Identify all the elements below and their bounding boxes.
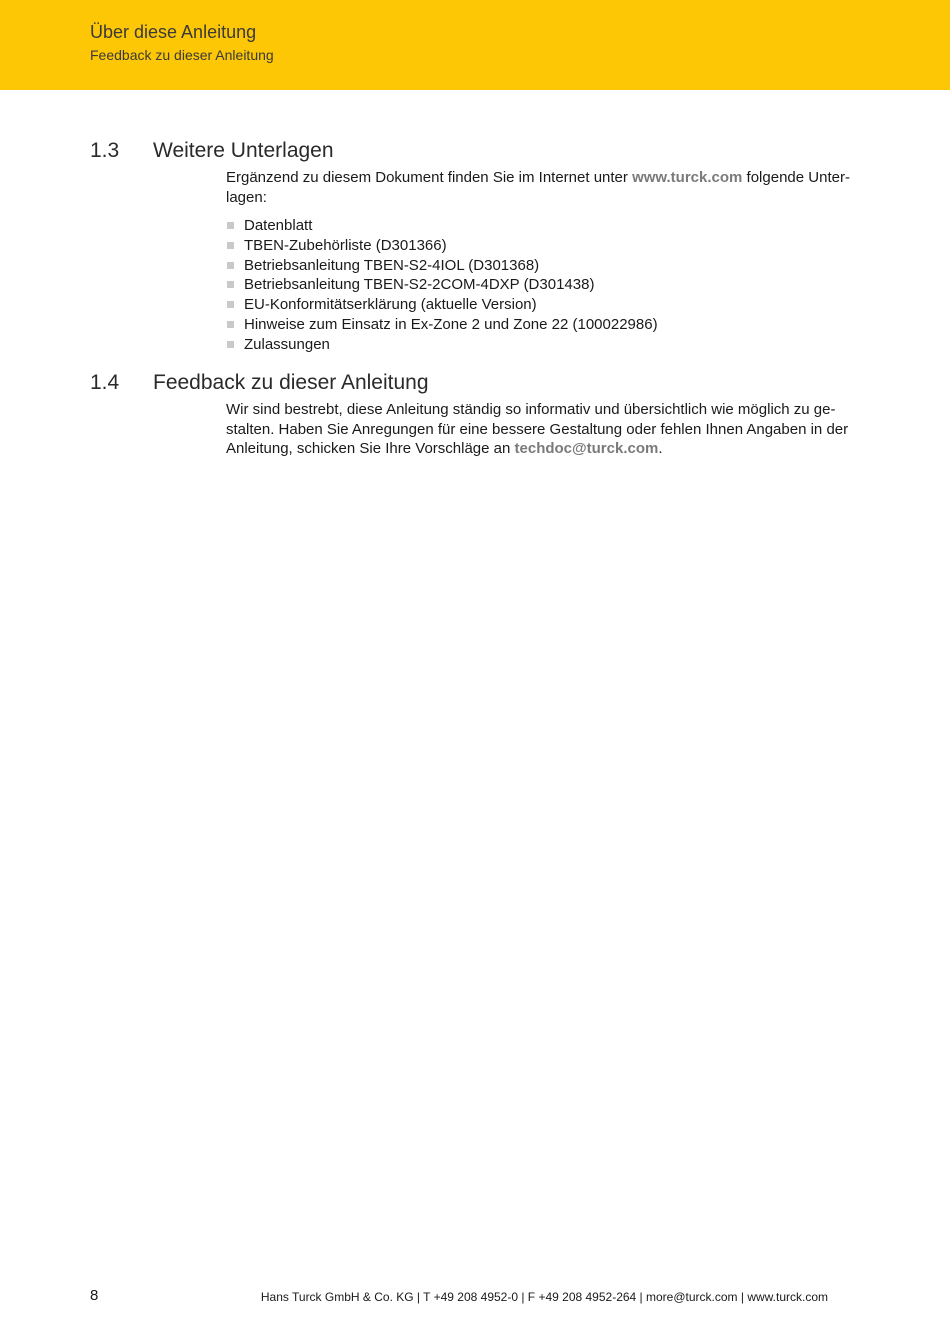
techdoc-email-link[interactable]: techdoc@turck.com — [514, 440, 659, 457]
page-number: 8 — [90, 1287, 99, 1304]
page-header-band — [0, 0, 950, 90]
bullet-square-icon — [227, 301, 234, 308]
section-subtitle: Feedback zu dieser Anleitung — [90, 47, 274, 63]
list-item: EU-Konformitätserklärung (aktuelle Version) — [226, 295, 852, 315]
bullet-square-icon — [227, 242, 234, 249]
documents-list — [226, 216, 852, 355]
footer-contact: Hans Turck GmbH & Co. KG | T +49 208 4952-0 | F +49 208 4952-264 | more@turck.com | www.turck.com — [260, 1290, 828, 1304]
list-item: Zulassungen — [226, 335, 852, 355]
section-title: Weitere Unterlagen — [153, 139, 334, 162]
list-item: Datenblatt — [226, 216, 852, 236]
intro-text-line2: lagen: — [226, 188, 267, 206]
list-item: Hinweise zum Einsatz in Ex-Zone 2 und Zone 22 (100022986) — [226, 315, 852, 335]
feedback-text-line3: Anleitung, schicken Sie Ihre Vorschläge an — [226, 440, 515, 457]
bullet-square-icon — [227, 281, 234, 288]
chapter-title: Über diese Anleitung — [90, 22, 257, 42]
bullet-square-icon — [227, 341, 234, 348]
section-title: Feedback zu dieser Anleitung — [153, 371, 429, 394]
bullet-square-icon — [227, 321, 234, 328]
section-1-3-intro — [226, 168, 852, 207]
section-number: 1.4 — [90, 371, 120, 394]
turck-website-link[interactable]: www.turck.com — [632, 169, 743, 186]
section-heading-1-4 — [90, 371, 429, 395]
bullet-square-icon — [227, 262, 234, 269]
list-item: Betriebsanleitung TBEN-S2-4IOL (D301368) — [226, 256, 852, 276]
feedback-text-line2: stalten. Haben Sie Anregungen für eine bessere Gestaltung oder fehlen Ihnen Angaben in der — [226, 420, 849, 438]
intro-text-continued: folgende Unter- — [742, 169, 850, 186]
feedback-text-line1: Wir sind bestrebt, diese Anleitung ständig so informativ und übersichtlich wie möglich zu ge- — [226, 401, 836, 418]
section-1-4-text: Wir sind bestrebt, diese Anleitung ständig so informativ und übersichtlich wie möglich zu ge- stalten. Haben Sie Anregungen für eine bessere Gestaltung oder fehlen Ihnen Angaben in der Anleitung, schicken Sie Ihre Vorschläge an techdoc@turck.com. — [226, 401, 849, 457]
list-item: TBEN-Zubehörliste (D301366) — [226, 236, 852, 256]
section-number: 1.3 — [90, 139, 120, 162]
intro-text: Ergänzend zu diesem Dokument finden Sie im Internet unter — [226, 169, 633, 186]
list-item: Betriebsanleitung TBEN-S2-2COM-4DXP (D301438) — [226, 275, 852, 295]
section-heading-1-3 — [90, 139, 334, 163]
bullet-square-icon — [227, 222, 234, 229]
